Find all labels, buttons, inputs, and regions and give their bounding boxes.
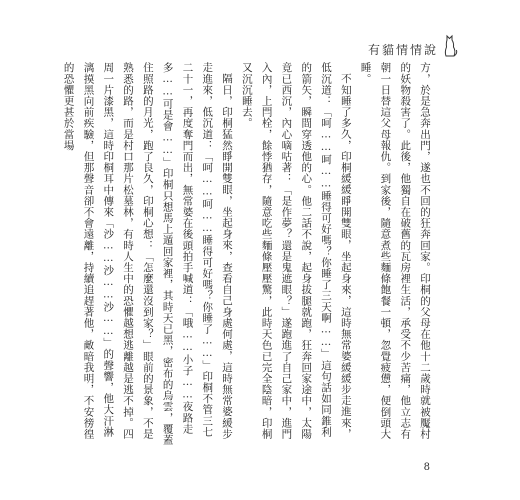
body-text [62,62,434,448]
page-number: 8 [423,462,430,473]
running-header [368,34,458,58]
paragraph: 方，於是急奔出門，遂也不回的狂奔回家。印桐的父母在他十二歲時就被魘村的妖物殺害了。此後，他獨自在破舊的瓦房裡生活，承受不少苦痛，他立志有朝一日替這父母報仇。到家後，隨意煮些麵條飽餐一頓，忽覺疲憊，便倒頭大睡。 [359,62,431,440]
header-title: 有貓情情說 [367,43,438,57]
paragraph: 不知睡了多久，印桐緩緩睜開雙眼，坐起身來，這時無常婆緩緩步走進來，低沉道：「呵……呵……睡得可好嗎？你睡了三天啊……」這句話如同錐利的箭矢，瞬間穿透他的心。他二話不說，起身拔腿就跑，狂奔回家途中，太陽竟已西沉，內心嘀咕著：「是作夢？還是鬼遮眼？」遂跑進了自己家中，進門入內，上閂栓，餘悸猶存，隨意吃些麵條壓壓驚，此時天色已完全陰暗，印桐又沉沉睡去。 [240,62,352,440]
cat-icon [442,34,458,58]
paragraph: 隔日，印桐猛然睜開雙眼，坐起身來，查看自己身處何處，這時無常婆緩步走進來，低沉道：「呵……呵……睡得可好嗎？你睡了……」印桐不管三七二十一，再度奪門而出，無常婆在後頭拍手喊道：「哦……小子……夜路走多……可是會……」印桐只想馬上遁回家裡，其時天已黑，密布的烏雲，覆蓋住照路的月光，跑了良久，印桐心想：「怎麼還沒到家？」眼前的景象，不是熟悉的路，而是村口那片松墓林，有時人生中的恐懼越想逃離越是逃不掉。四周一片漆黑，這時印桐耳中傳來「沙……沙……沙……」的聲響，他大汗淋漓摸黑向前疾驗，但那聲音卻不會遠離，持續追趕著他，敵暗我明，不安徬徨的恐懼更甚於當場 [62,62,234,446]
